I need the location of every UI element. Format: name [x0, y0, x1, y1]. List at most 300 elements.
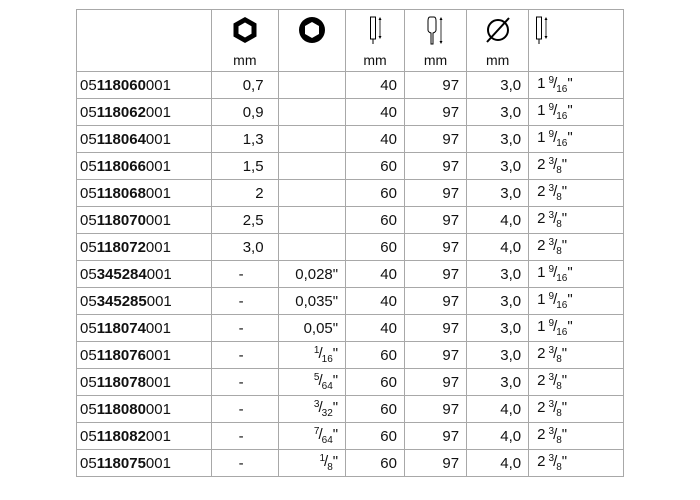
article-core-number: 118060: [96, 76, 146, 94]
article-suffix: 001: [145, 103, 171, 121]
hex-outside-icon: [212, 16, 277, 44]
fraction-numerator: 9: [548, 128, 555, 140]
blade-length-cell: 60: [346, 396, 405, 423]
article-number-cell: [77, 288, 212, 315]
article-prefix: 05: [80, 76, 97, 94]
bit-length-fraction: [549, 103, 573, 122]
article-prefix: 05: [80, 319, 97, 337]
fraction-denominator: 64: [321, 380, 333, 392]
bit-length-fraction: [549, 130, 573, 149]
fraction-numerator: 9: [548, 263, 555, 275]
hex-inch-cell: 0,028": [278, 261, 346, 288]
bit-length-whole: 2: [537, 344, 546, 362]
screwdriver-length-icon: [405, 16, 466, 44]
fraction-numerator: 3: [548, 344, 555, 356]
fraction-numerator: 9: [548, 317, 555, 329]
hex-inch-fraction: [314, 427, 338, 446]
hex-mm-cell: 0,7: [212, 72, 278, 99]
bit-length-cell: [529, 342, 624, 369]
article-suffix: 001: [145, 373, 171, 391]
blade-length-cell: 40: [346, 315, 405, 342]
hex-inch-cell: [278, 126, 346, 153]
header-row: [77, 10, 624, 72]
table-row: [77, 153, 624, 180]
inch-mark: ": [561, 452, 568, 470]
article-number-cell: [77, 207, 212, 234]
bit-length-fraction: [549, 211, 568, 230]
blade-length-cell: 60: [346, 153, 405, 180]
hex-inch-cell: [278, 396, 346, 423]
diameter-cell: 4,0: [467, 450, 529, 477]
hex-inch-cell: [278, 234, 346, 261]
article-number-cell: [77, 99, 212, 126]
bit-length-whole: 2: [537, 209, 546, 227]
header-hex-inch-cell: [278, 10, 346, 72]
article-suffix: 001: [145, 157, 171, 175]
fraction-numerator: 3: [548, 425, 555, 437]
blade-length-cell: 40: [346, 99, 405, 126]
bit-length-cell: [529, 234, 624, 261]
fraction-slash: /: [553, 236, 558, 254]
fraction-slash: /: [553, 101, 558, 119]
blade-length-cell: 60: [346, 423, 405, 450]
total-length-cell: 97: [404, 180, 466, 207]
article-prefix: 05: [80, 238, 97, 256]
bit-length-fraction: [549, 400, 568, 419]
fraction-denominator: 16: [556, 83, 568, 95]
hex-mm-cell: 0,9: [212, 99, 278, 126]
fraction-denominator: 8: [556, 380, 562, 392]
bit-length-cell: [529, 396, 624, 423]
fraction-slash: /: [553, 371, 558, 389]
fraction-numerator: 9: [548, 74, 555, 86]
bit-length-cell: [529, 450, 624, 477]
fraction-numerator: 3: [548, 209, 555, 221]
bit-length-whole: 2: [537, 398, 546, 416]
total-length-cell: 97: [404, 234, 466, 261]
article-suffix: 001: [145, 76, 171, 94]
fraction-slash: /: [318, 398, 323, 416]
table-row: [77, 261, 624, 288]
article-suffix: 001: [146, 265, 172, 283]
header-diameter-unit: mm: [485, 52, 510, 68]
fraction-numerator: 3: [548, 155, 555, 167]
diameter-cell: 3,0: [467, 315, 529, 342]
bit-length-fraction: [549, 238, 568, 257]
total-length-cell: 97: [404, 423, 466, 450]
blade-length-cell: 40: [346, 72, 405, 99]
fraction-denominator: 64: [321, 434, 333, 446]
article-core-number: 345285: [96, 292, 147, 310]
hex-inch-cell: [278, 342, 346, 369]
article-number-cell: [77, 369, 212, 396]
hex-inch-fraction: [314, 346, 338, 365]
fraction-slash: /: [553, 182, 558, 200]
bit-length-whole: 1: [537, 128, 546, 146]
article-prefix: 05: [80, 184, 97, 202]
bit-length-whole: 2: [537, 236, 546, 254]
fraction-slash: /: [553, 209, 558, 227]
table-row: [77, 234, 624, 261]
fraction-numerator: 9: [548, 101, 555, 113]
article-number-cell: [77, 423, 212, 450]
diameter-cell: 4,0: [467, 423, 529, 450]
diameter-cell: 4,0: [467, 234, 529, 261]
header-total-length-unit: mm: [423, 52, 448, 68]
article-core-number: 118064: [96, 130, 146, 148]
total-length-cell: 97: [404, 207, 466, 234]
blade-length-cell: 60: [346, 369, 405, 396]
diameter-cell: 3,0: [467, 99, 529, 126]
fraction-slash: /: [553, 128, 558, 146]
fraction-numerator: 3: [313, 398, 320, 410]
total-length-cell: 97: [404, 99, 466, 126]
inch-mark: ": [561, 371, 568, 389]
bit-length-whole: 1: [537, 101, 546, 119]
blade-length-cell: 60: [346, 450, 405, 477]
fraction-slash: /: [553, 263, 558, 281]
article-number-cell: [77, 396, 212, 423]
blade-length-cell: 40: [346, 126, 405, 153]
fraction-slash: /: [553, 317, 558, 335]
total-length-cell: 97: [404, 261, 466, 288]
fraction-numerator: 5: [313, 371, 320, 383]
table-row: [77, 315, 624, 342]
hex-mm-cell: -: [212, 261, 278, 288]
blade-length-cell: 40: [346, 288, 405, 315]
hex-mm-cell: -: [212, 288, 278, 315]
bit-length-cell: [529, 369, 624, 396]
hex-mm-cell: -: [212, 315, 278, 342]
article-suffix: 001: [145, 238, 171, 256]
inch-mark: ": [567, 128, 573, 146]
table-row: [77, 288, 624, 315]
bit-length-cell: [529, 423, 624, 450]
table-row: [77, 396, 624, 423]
total-length-cell: 97: [404, 369, 466, 396]
fraction-denominator: 16: [556, 326, 568, 338]
diameter-cell: 3,0: [467, 261, 529, 288]
bit-length-whole: 1: [537, 290, 546, 308]
article-core-number: 118080: [96, 400, 146, 418]
hex-inch-cell: 0,05": [278, 315, 346, 342]
bit-length-whole: 1: [537, 263, 546, 281]
table-row: [77, 369, 624, 396]
fraction-slash: /: [553, 344, 558, 362]
fraction-slash: /: [553, 290, 558, 308]
inch-mark: ": [567, 290, 573, 308]
fraction-slash: /: [318, 425, 323, 443]
bit-length-cell: [529, 180, 624, 207]
bit-length-icon: [529, 16, 623, 44]
inch-mark: ": [567, 317, 573, 335]
article-core-number: 118072: [96, 238, 146, 256]
hex-mm-cell: 1,3: [212, 126, 278, 153]
article-number-cell: [77, 450, 212, 477]
article-suffix: 001: [145, 319, 171, 337]
header-article-cell: [77, 10, 212, 72]
hex-inch-cell: 0,035": [278, 288, 346, 315]
header-total-length-cell: [404, 10, 466, 72]
fraction-denominator: 8: [556, 191, 562, 203]
blade-length-cell: 60: [346, 180, 405, 207]
article-prefix: 05: [80, 400, 97, 418]
article-suffix: 001: [145, 184, 171, 202]
inch-mark: ": [567, 74, 573, 92]
bit-length-whole: 2: [537, 425, 546, 443]
inch-mark: ": [561, 398, 568, 416]
article-number-cell: [77, 234, 212, 261]
table-row: [77, 180, 624, 207]
diameter-cell: 3,0: [467, 126, 529, 153]
fraction-denominator: 16: [556, 110, 568, 122]
header-blade-length-unit: mm: [363, 52, 387, 68]
inch-mark: ": [561, 182, 568, 200]
bit-length-whole: 2: [537, 182, 546, 200]
article-core-number: 118062: [96, 103, 146, 121]
table-row: [77, 207, 624, 234]
fraction-numerator: 9: [548, 290, 555, 302]
diameter-cell: 3,0: [467, 180, 529, 207]
hex-mm-cell: -: [212, 342, 278, 369]
article-number-cell: [77, 153, 212, 180]
hex-mm-cell: 1,5: [212, 153, 278, 180]
article-prefix: 05: [80, 346, 97, 364]
article-suffix: 001: [145, 130, 171, 148]
hex-mm-cell: 2: [212, 180, 278, 207]
bit-length-cell: [529, 126, 624, 153]
bit-length-cell: [529, 315, 624, 342]
header-diameter-cell: [467, 10, 529, 72]
fraction-slash: /: [324, 452, 329, 470]
table-row: [77, 450, 624, 477]
article-suffix: 001: [145, 427, 171, 445]
fraction-slash: /: [318, 371, 323, 389]
article-prefix: 05: [80, 130, 97, 148]
inch-mark: ": [332, 452, 339, 470]
article-prefix: 05: [80, 427, 97, 445]
fraction-denominator: 8: [556, 164, 562, 176]
fraction-denominator: 32: [321, 407, 333, 419]
fraction-slash: /: [553, 425, 558, 443]
hex-inch-fraction: [314, 373, 338, 392]
diameter-cell: 3,0: [467, 288, 529, 315]
article-prefix: 05: [80, 157, 97, 175]
inch-mark: ": [561, 236, 568, 254]
hex-inch-icon: [279, 16, 346, 44]
fraction-numerator: 1: [319, 452, 326, 464]
blade-length-cell: 60: [346, 342, 405, 369]
bit-length-cell: [529, 153, 624, 180]
table-row: [77, 72, 624, 99]
article-number-cell: [77, 261, 212, 288]
bit-length-fraction: [549, 427, 568, 446]
bit-length-fraction: [549, 346, 568, 365]
diameter-cell: 3,0: [467, 153, 529, 180]
hex-mm-cell: 2,5: [212, 207, 278, 234]
fraction-denominator: 8: [556, 245, 562, 257]
inch-mark: ": [332, 425, 339, 443]
bit-length-fraction: [549, 265, 573, 284]
article-number-cell: [77, 315, 212, 342]
inch-mark: ": [567, 263, 573, 281]
article-core-number: 118066: [96, 157, 146, 175]
hex-mm-cell: -: [212, 423, 278, 450]
bit-length-fraction: [549, 184, 568, 203]
diameter-cell: 4,0: [467, 207, 529, 234]
fraction-slash: /: [553, 398, 558, 416]
hex-inch-fraction: [314, 400, 338, 419]
fraction-slash: /: [553, 155, 558, 173]
bit-length-cell: [529, 99, 624, 126]
bit-length-fraction: [549, 76, 573, 95]
bit-length-whole: 1: [537, 74, 546, 92]
inch-mark: ": [561, 344, 568, 362]
diameter-icon: [467, 16, 528, 44]
table-row: [77, 342, 624, 369]
inch-mark: ": [567, 101, 573, 119]
article-number-cell: [77, 342, 212, 369]
fraction-denominator: 8: [556, 353, 562, 365]
spec-table: [76, 9, 624, 477]
hex-mm-cell: 3,0: [212, 234, 278, 261]
blade-length-cell: 60: [346, 234, 405, 261]
fraction-denominator: 8: [556, 461, 562, 473]
fraction-denominator: 8: [556, 218, 562, 230]
fraction-slash: /: [553, 452, 558, 470]
hex-inch-fraction: [319, 454, 338, 473]
article-number-cell: [77, 180, 212, 207]
article-suffix: 001: [145, 454, 171, 472]
bit-length-cell: [529, 261, 624, 288]
article-core-number: 118068: [96, 184, 146, 202]
fraction-numerator: 3: [548, 452, 555, 464]
article-suffix: 001: [145, 211, 171, 229]
bit-length-whole: 2: [537, 371, 546, 389]
fraction-slash: /: [553, 74, 558, 92]
fraction-numerator: 3: [548, 236, 555, 248]
hex-inch-cell: [278, 369, 346, 396]
article-suffix: 001: [146, 292, 172, 310]
diameter-cell: 3,0: [467, 342, 529, 369]
hex-inch-cell: [278, 72, 346, 99]
bit-length-whole: 2: [537, 452, 546, 470]
fraction-denominator: 8: [556, 434, 562, 446]
bit-length-fraction: [549, 292, 573, 311]
article-core-number: 118070: [96, 211, 146, 229]
total-length-cell: 97: [404, 288, 466, 315]
article-prefix: 05: [80, 373, 97, 391]
total-length-cell: 97: [404, 126, 466, 153]
total-length-cell: 97: [404, 153, 466, 180]
article-number-cell: [77, 126, 212, 153]
fraction-numerator: 1: [313, 344, 320, 356]
hex-inch-cell: [278, 99, 346, 126]
total-length-cell: 97: [404, 315, 466, 342]
total-length-cell: 97: [404, 450, 466, 477]
bit-length-cell: [529, 288, 624, 315]
article-prefix: 05: [80, 265, 97, 283]
blade-length-cell: 60: [346, 207, 405, 234]
article-prefix: 05: [80, 292, 97, 310]
header-hex-mm-cell: [212, 10, 278, 72]
fraction-denominator: 16: [321, 353, 333, 365]
article-number-cell: [77, 72, 212, 99]
article-prefix: 05: [80, 454, 97, 472]
hex-inch-cell: [278, 153, 346, 180]
article-core-number: 118082: [96, 427, 146, 445]
blade-length-icon: [346, 16, 404, 44]
inch-mark: ": [561, 209, 568, 227]
fraction-denominator: 16: [556, 272, 568, 284]
inch-mark: ": [561, 155, 568, 173]
header-hex-mm-unit: mm: [233, 52, 257, 68]
inch-mark: ": [561, 425, 568, 443]
inch-mark: ": [332, 398, 339, 416]
hex-inch-cell: [278, 450, 346, 477]
inch-mark: ": [332, 371, 339, 389]
total-length-cell: 97: [404, 72, 466, 99]
article-suffix: 001: [145, 346, 171, 364]
header-bit-length-cell: [529, 10, 624, 72]
article-core-number: 118075: [96, 454, 146, 472]
fraction-denominator: 16: [556, 299, 568, 311]
hex-inch-cell: [278, 207, 346, 234]
fraction-denominator: 8: [556, 407, 562, 419]
diameter-cell: 3,0: [467, 369, 529, 396]
blade-length-cell: 40: [346, 261, 405, 288]
bit-length-fraction: [549, 319, 573, 338]
bit-length-cell: [529, 72, 624, 99]
article-core-number: 118074: [96, 319, 146, 337]
article-prefix: 05: [80, 211, 97, 229]
article-core-number: 118078: [96, 373, 146, 391]
hex-mm-cell: -: [212, 450, 278, 477]
table-row: [77, 423, 624, 450]
inch-mark: ": [332, 344, 339, 362]
spec-table-body: [77, 10, 624, 477]
fraction-numerator: 3: [548, 398, 555, 410]
diameter-cell: 4,0: [467, 396, 529, 423]
bit-length-cell: [529, 207, 624, 234]
hex-mm-cell: -: [212, 369, 278, 396]
hex-inch-cell: [278, 423, 346, 450]
fraction-denominator: 16: [556, 137, 568, 149]
header-blade-length-cell: [346, 10, 405, 72]
bit-length-whole: 2: [537, 155, 546, 173]
fraction-denominator: 8: [327, 461, 333, 473]
hex-mm-cell: -: [212, 396, 278, 423]
bit-length-fraction: [549, 454, 568, 473]
bit-length-whole: 1: [537, 317, 546, 335]
article-core-number: 345284: [96, 265, 147, 283]
total-length-cell: 97: [404, 396, 466, 423]
article-prefix: 05: [80, 103, 97, 121]
diameter-cell: 3,0: [467, 72, 529, 99]
bit-length-fraction: [549, 373, 568, 392]
fraction-slash: /: [318, 344, 323, 362]
bit-length-fraction: [549, 157, 568, 176]
fraction-numerator: 3: [548, 182, 555, 194]
total-length-cell: 97: [404, 342, 466, 369]
article-core-number: 118076: [96, 346, 146, 364]
table-row: [77, 99, 624, 126]
article-suffix: 001: [145, 400, 171, 418]
table-row: [77, 126, 624, 153]
hex-inch-cell: [278, 180, 346, 207]
fraction-numerator: 7: [313, 425, 320, 437]
fraction-numerator: 3: [548, 371, 555, 383]
